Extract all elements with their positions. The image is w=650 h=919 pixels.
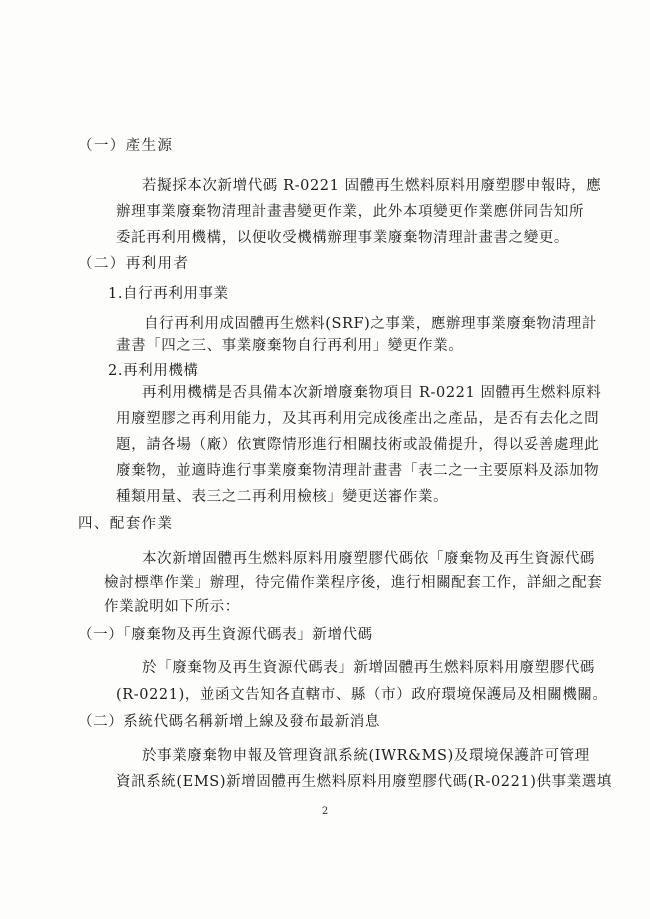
paragraph-line: 辦理事業廢棄物清理計畫書變更作業，此外本項變更作業應併同告知所 xyxy=(116,204,585,220)
subsection-title-institution: 2.再利用機構 xyxy=(108,363,199,379)
paragraph-line: 檢討標準作業」辦理，待完備作業程序後，進行相關配套工作，詳細之配套 xyxy=(104,575,603,591)
paragraph-line: 委託再利用機構，以便收受機構辦理事業廢棄物清理計畫書之變更。 xyxy=(116,230,569,246)
paragraph-line: 若擬採本次新增代碼 R-0221 固體再生燃料原料用廢塑膠申報時，應 xyxy=(142,178,602,194)
paragraph-line: 自行再利用成固體再生燃料(SRF)之事業，應辦理事業廢棄物清理計 xyxy=(144,316,597,332)
paragraph-line: (R-0221)，並函文告知各直轄市、縣（市）政府環境保護局及相關機關。 xyxy=(116,687,608,703)
paragraph-line: 於「廢棄物及再生資源代碼表」新增固體再生燃料原料用廢塑膠代碼 xyxy=(142,660,595,676)
section-heading-reuser: （二）再利用者 xyxy=(78,256,190,272)
subsection-heading-code-table: （一）「廢棄物及再生資源代碼表」新增代碼 xyxy=(78,627,373,643)
paragraph-line: 種類用量、表三之二再利用檢核」變更送審作業。 xyxy=(116,489,449,505)
subsection-heading-system: （二）系統代碼名稱新增上線及發布最新消息 xyxy=(78,714,380,730)
paragraph-line: 畫書「四之三、事業廢棄物自行再利用」變更作業。 xyxy=(116,338,464,354)
paragraph-line: 本次新增固體再生燃料原料用廢塑膠代碼依「廢棄物及再生資源代碼 xyxy=(142,551,595,567)
paragraph-line: 資訊系統(EMS)新增固體再生燃料原料用廢塑膠代碼(R-0221)供事業選填 xyxy=(116,774,613,790)
page-number: 2 xyxy=(321,806,329,817)
section-heading-source: （一）產生源 xyxy=(78,138,174,154)
section-heading-supporting: 四、配套作業 xyxy=(78,516,174,532)
paragraph-line: 作業說明如下所示： xyxy=(104,599,240,615)
paragraph-line: 廢棄物，並適時進行事業廢棄物清理計畫書「表二之一主要原料及添加物 xyxy=(116,463,600,479)
paragraph-line: 再利用機構是否具備本次新增廢棄物項目 R-0221 固體再生燃料原料 xyxy=(142,385,602,401)
paragraph-line: 於事業廢棄物申報及管理資訊系統(IWR&MS)及環境保護許可管理 xyxy=(142,748,590,764)
subsection-title-self-reuse: 1.自行再利用事業 xyxy=(108,286,229,302)
paragraph-line: 題，請各場（廠）依實際情形進行相關技術或設備提升，得以妥善處理此 xyxy=(116,437,600,453)
paragraph-line: 用廢塑膠之再利用能力，及其再利用完成後產出之產品，是否有去化之問 xyxy=(116,411,600,427)
